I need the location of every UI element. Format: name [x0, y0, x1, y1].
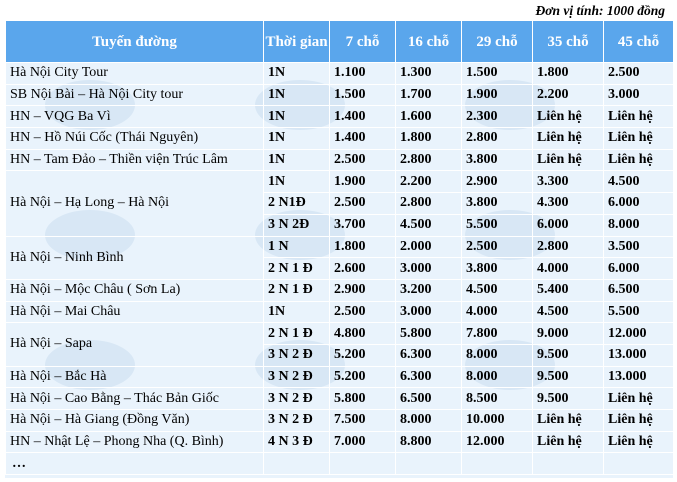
price-table — [5, 20, 673, 475]
price-35-seat-cell: 9.500 — [533, 388, 604, 410]
price-35-seat-cell: Liên hệ — [533, 431, 604, 453]
price-16-seat-cell: 2.800 — [396, 193, 462, 215]
table-row — [6, 431, 674, 453]
price-45-seat-cell: 6.000 — [604, 193, 674, 215]
price-29-seat-cell: 1.500 — [462, 63, 533, 85]
price-35-seat-cell: 2.800 — [533, 236, 604, 258]
route-name-cell: HN – Tam Đảo – Thiền viện Trúc Lâm — [6, 149, 264, 171]
price-45-seat-cell: 12.000 — [604, 323, 674, 345]
table-row — [6, 453, 674, 475]
price-45-seat-cell: 13.000 — [604, 366, 674, 388]
route-name-cell: … — [6, 453, 264, 475]
price-35-seat-cell: 9.000 — [533, 323, 604, 345]
table-row — [6, 106, 674, 128]
price-16-seat-cell: 6.300 — [396, 344, 462, 366]
price-35-seat-cell: Liên hệ — [533, 410, 604, 432]
price-29-seat-cell: 3.800 — [462, 149, 533, 171]
price-16-seat-cell: 1.800 — [396, 128, 462, 150]
price-29-seat-cell: 2.300 — [462, 106, 533, 128]
duration-cell: 2 N1Đ — [264, 193, 330, 215]
price-7-seat-cell: 7.000 — [330, 431, 396, 453]
price-35-seat-cell: Liên hệ — [533, 149, 604, 171]
duration-cell: 2 N 1 Đ — [264, 279, 330, 301]
price-45-seat-cell: 13.000 — [604, 344, 674, 366]
price-7-seat-cell: 5.200 — [330, 366, 396, 388]
route-name-cell: Hà Nội City Tour — [6, 63, 264, 85]
route-name-cell: HN – Nhật Lệ – Phong Nha (Q. Bình) — [6, 431, 264, 453]
route-name-cell: Hà Nội – Sapa — [6, 323, 264, 366]
col-35-seat-header: 35 chỗ — [533, 21, 604, 63]
price-45-seat-cell: 3.500 — [604, 236, 674, 258]
table-row — [6, 366, 674, 388]
price-7-seat-cell: 1.900 — [330, 171, 396, 193]
price-29-seat-cell: 3.800 — [462, 258, 533, 280]
price-35-seat-cell: 4.300 — [533, 193, 604, 215]
price-7-seat-cell: 3.700 — [330, 214, 396, 236]
route-name-cell: Hà Nội – Mộc Châu ( Sơn La) — [6, 279, 264, 301]
price-7-seat-cell: 1.800 — [330, 236, 396, 258]
price-29-seat-cell: 1.900 — [462, 84, 533, 106]
price-45-seat-cell: 4.500 — [604, 171, 674, 193]
price-16-seat-cell: 4.500 — [396, 214, 462, 236]
table-row — [6, 323, 674, 345]
price-45-seat-cell — [604, 453, 674, 475]
duration-cell: 3 N 2 Đ — [264, 366, 330, 388]
price-29-seat-cell: 12.000 — [462, 431, 533, 453]
price-35-seat-cell: 4.000 — [533, 258, 604, 280]
price-29-seat-cell: 4.000 — [462, 301, 533, 323]
duration-cell — [264, 453, 330, 475]
price-7-seat-cell: 1.400 — [330, 106, 396, 128]
price-16-seat-cell: 5.800 — [396, 323, 462, 345]
col-route-header: Tuyến đường — [6, 21, 264, 63]
price-35-seat-cell: 2.200 — [533, 84, 604, 106]
price-29-seat-cell: 2.500 — [462, 236, 533, 258]
price-7-seat-cell: 5.200 — [330, 344, 396, 366]
col-16-seat-header: 16 chỗ — [396, 21, 462, 63]
price-35-seat-cell: 1.800 — [533, 63, 604, 85]
duration-cell: 3 N 2Đ — [264, 214, 330, 236]
table-row — [6, 63, 674, 85]
price-35-seat-cell: Liên hệ — [533, 106, 604, 128]
price-29-seat-cell: 8.000 — [462, 366, 533, 388]
price-45-seat-cell: Liên hệ — [604, 128, 674, 150]
price-7-seat-cell: 2.500 — [330, 193, 396, 215]
route-name-cell: Hà Nội – Mai Châu — [6, 301, 264, 323]
price-35-seat-cell — [533, 453, 604, 475]
header-row — [6, 21, 674, 63]
price-45-seat-cell: Liên hệ — [604, 106, 674, 128]
price-16-seat-cell: 3.200 — [396, 279, 462, 301]
price-7-seat-cell: 1.400 — [330, 128, 396, 150]
col-duration-header: Thời gian — [264, 21, 330, 63]
duration-cell: 1N — [264, 63, 330, 85]
route-name-cell: Hà Nội – Hà Giang (Đồng Văn) — [6, 410, 264, 432]
price-35-seat-cell: 3.300 — [533, 171, 604, 193]
price-29-seat-cell: 4.500 — [462, 279, 533, 301]
duration-cell: 1N — [264, 301, 330, 323]
duration-cell: 3 N 2 Đ — [264, 344, 330, 366]
price-7-seat-cell: 2.600 — [330, 258, 396, 280]
route-name-cell: Hà Nội – Ninh Bình — [6, 236, 264, 279]
price-16-seat-cell: 2.800 — [396, 149, 462, 171]
price-35-seat-cell: 9.500 — [533, 344, 604, 366]
price-29-seat-cell — [462, 453, 533, 475]
price-7-seat-cell: 1.500 — [330, 84, 396, 106]
price-29-seat-cell: 10.000 — [462, 410, 533, 432]
duration-cell: 1N — [264, 128, 330, 150]
price-45-seat-cell: 5.500 — [604, 301, 674, 323]
price-45-seat-cell: Liên hệ — [604, 388, 674, 410]
price-29-seat-cell: 2.800 — [462, 128, 533, 150]
price-7-seat-cell: 5.800 — [330, 388, 396, 410]
price-29-seat-cell: 2.900 — [462, 171, 533, 193]
route-name-cell: Hà Nội – Bắc Hà — [6, 366, 264, 388]
duration-cell: 1N — [264, 84, 330, 106]
price-16-seat-cell: 3.000 — [396, 301, 462, 323]
price-7-seat-cell: 2.500 — [330, 301, 396, 323]
duration-cell: 2 N 1 Đ — [264, 323, 330, 345]
price-16-seat-cell: 6.500 — [396, 388, 462, 410]
price-29-seat-cell: 3.800 — [462, 193, 533, 215]
price-35-seat-cell: 5.400 — [533, 279, 604, 301]
table-row — [6, 128, 674, 150]
table-row — [6, 279, 674, 301]
price-16-seat-cell: 1.300 — [396, 63, 462, 85]
table-row — [6, 236, 674, 258]
route-name-cell: SB Nội Bài – Hà Nội City tour — [6, 84, 264, 106]
table-row — [6, 301, 674, 323]
price-table-body — [6, 63, 674, 475]
route-name-cell: HN – VQG Ba Vì — [6, 106, 264, 128]
price-7-seat-cell: 2.500 — [330, 149, 396, 171]
duration-cell: 2 N 1 Đ — [264, 258, 330, 280]
price-7-seat-cell — [330, 453, 396, 475]
col-45-seat-header: 45 chỗ — [604, 21, 674, 63]
price-45-seat-cell: 6.500 — [604, 279, 674, 301]
price-45-seat-cell: 3.000 — [604, 84, 674, 106]
table-row — [6, 388, 674, 410]
table-row — [6, 171, 674, 193]
duration-cell: 1N — [264, 106, 330, 128]
duration-cell: 4 N 3 Đ — [264, 431, 330, 453]
price-16-seat-cell: 2.000 — [396, 236, 462, 258]
price-45-seat-cell: 8.000 — [604, 214, 674, 236]
price-35-seat-cell: Liên hệ — [533, 128, 604, 150]
price-16-seat-cell: 6.300 — [396, 366, 462, 388]
route-name-cell: Hà Nội – Hạ Long – Hà Nội — [6, 171, 264, 236]
price-29-seat-cell: 7.800 — [462, 323, 533, 345]
unit-note: Đơn vị tính: 1000 đồng — [535, 3, 665, 18]
price-45-seat-cell: 6.000 — [604, 258, 674, 280]
price-45-seat-cell: Liên hệ — [604, 410, 674, 432]
price-45-seat-cell: Liên hệ — [604, 431, 674, 453]
col-7-seat-header: 7 chỗ — [330, 21, 396, 63]
price-29-seat-cell: 8.500 — [462, 388, 533, 410]
price-29-seat-cell: 5.500 — [462, 214, 533, 236]
col-29-seat-header: 29 chỗ — [462, 21, 533, 63]
price-table-panel — [5, 20, 673, 478]
price-29-seat-cell: 8.000 — [462, 344, 533, 366]
route-name-cell: HN – Hồ Núi Cốc (Thái Nguyên) — [6, 128, 264, 150]
price-7-seat-cell: 4.800 — [330, 323, 396, 345]
price-16-seat-cell: 8.800 — [396, 431, 462, 453]
price-16-seat-cell: 1.700 — [396, 84, 462, 106]
price-45-seat-cell: Liên hệ — [604, 149, 674, 171]
price-35-seat-cell: 9.500 — [533, 366, 604, 388]
price-7-seat-cell: 7.500 — [330, 410, 396, 432]
price-16-seat-cell: 1.600 — [396, 106, 462, 128]
price-16-seat-cell: 3.000 — [396, 258, 462, 280]
price-16-seat-cell — [396, 453, 462, 475]
duration-cell: 1N — [264, 149, 330, 171]
duration-cell: 1N — [264, 171, 330, 193]
table-row — [6, 410, 674, 432]
table-row — [6, 84, 674, 106]
price-45-seat-cell: 2.500 — [604, 63, 674, 85]
price-35-seat-cell: 4.500 — [533, 301, 604, 323]
table-row — [6, 149, 674, 171]
price-16-seat-cell: 8.000 — [396, 410, 462, 432]
price-35-seat-cell: 6.000 — [533, 214, 604, 236]
price-7-seat-cell: 2.900 — [330, 279, 396, 301]
duration-cell: 3 N 2 Đ — [264, 388, 330, 410]
price-7-seat-cell: 1.100 — [330, 63, 396, 85]
price-16-seat-cell: 2.200 — [396, 171, 462, 193]
duration-cell: 1 N — [264, 236, 330, 258]
route-name-cell: Hà Nội – Cao Bằng – Thác Bản Giốc — [6, 388, 264, 410]
duration-cell: 3 N 2 Đ — [264, 410, 330, 432]
